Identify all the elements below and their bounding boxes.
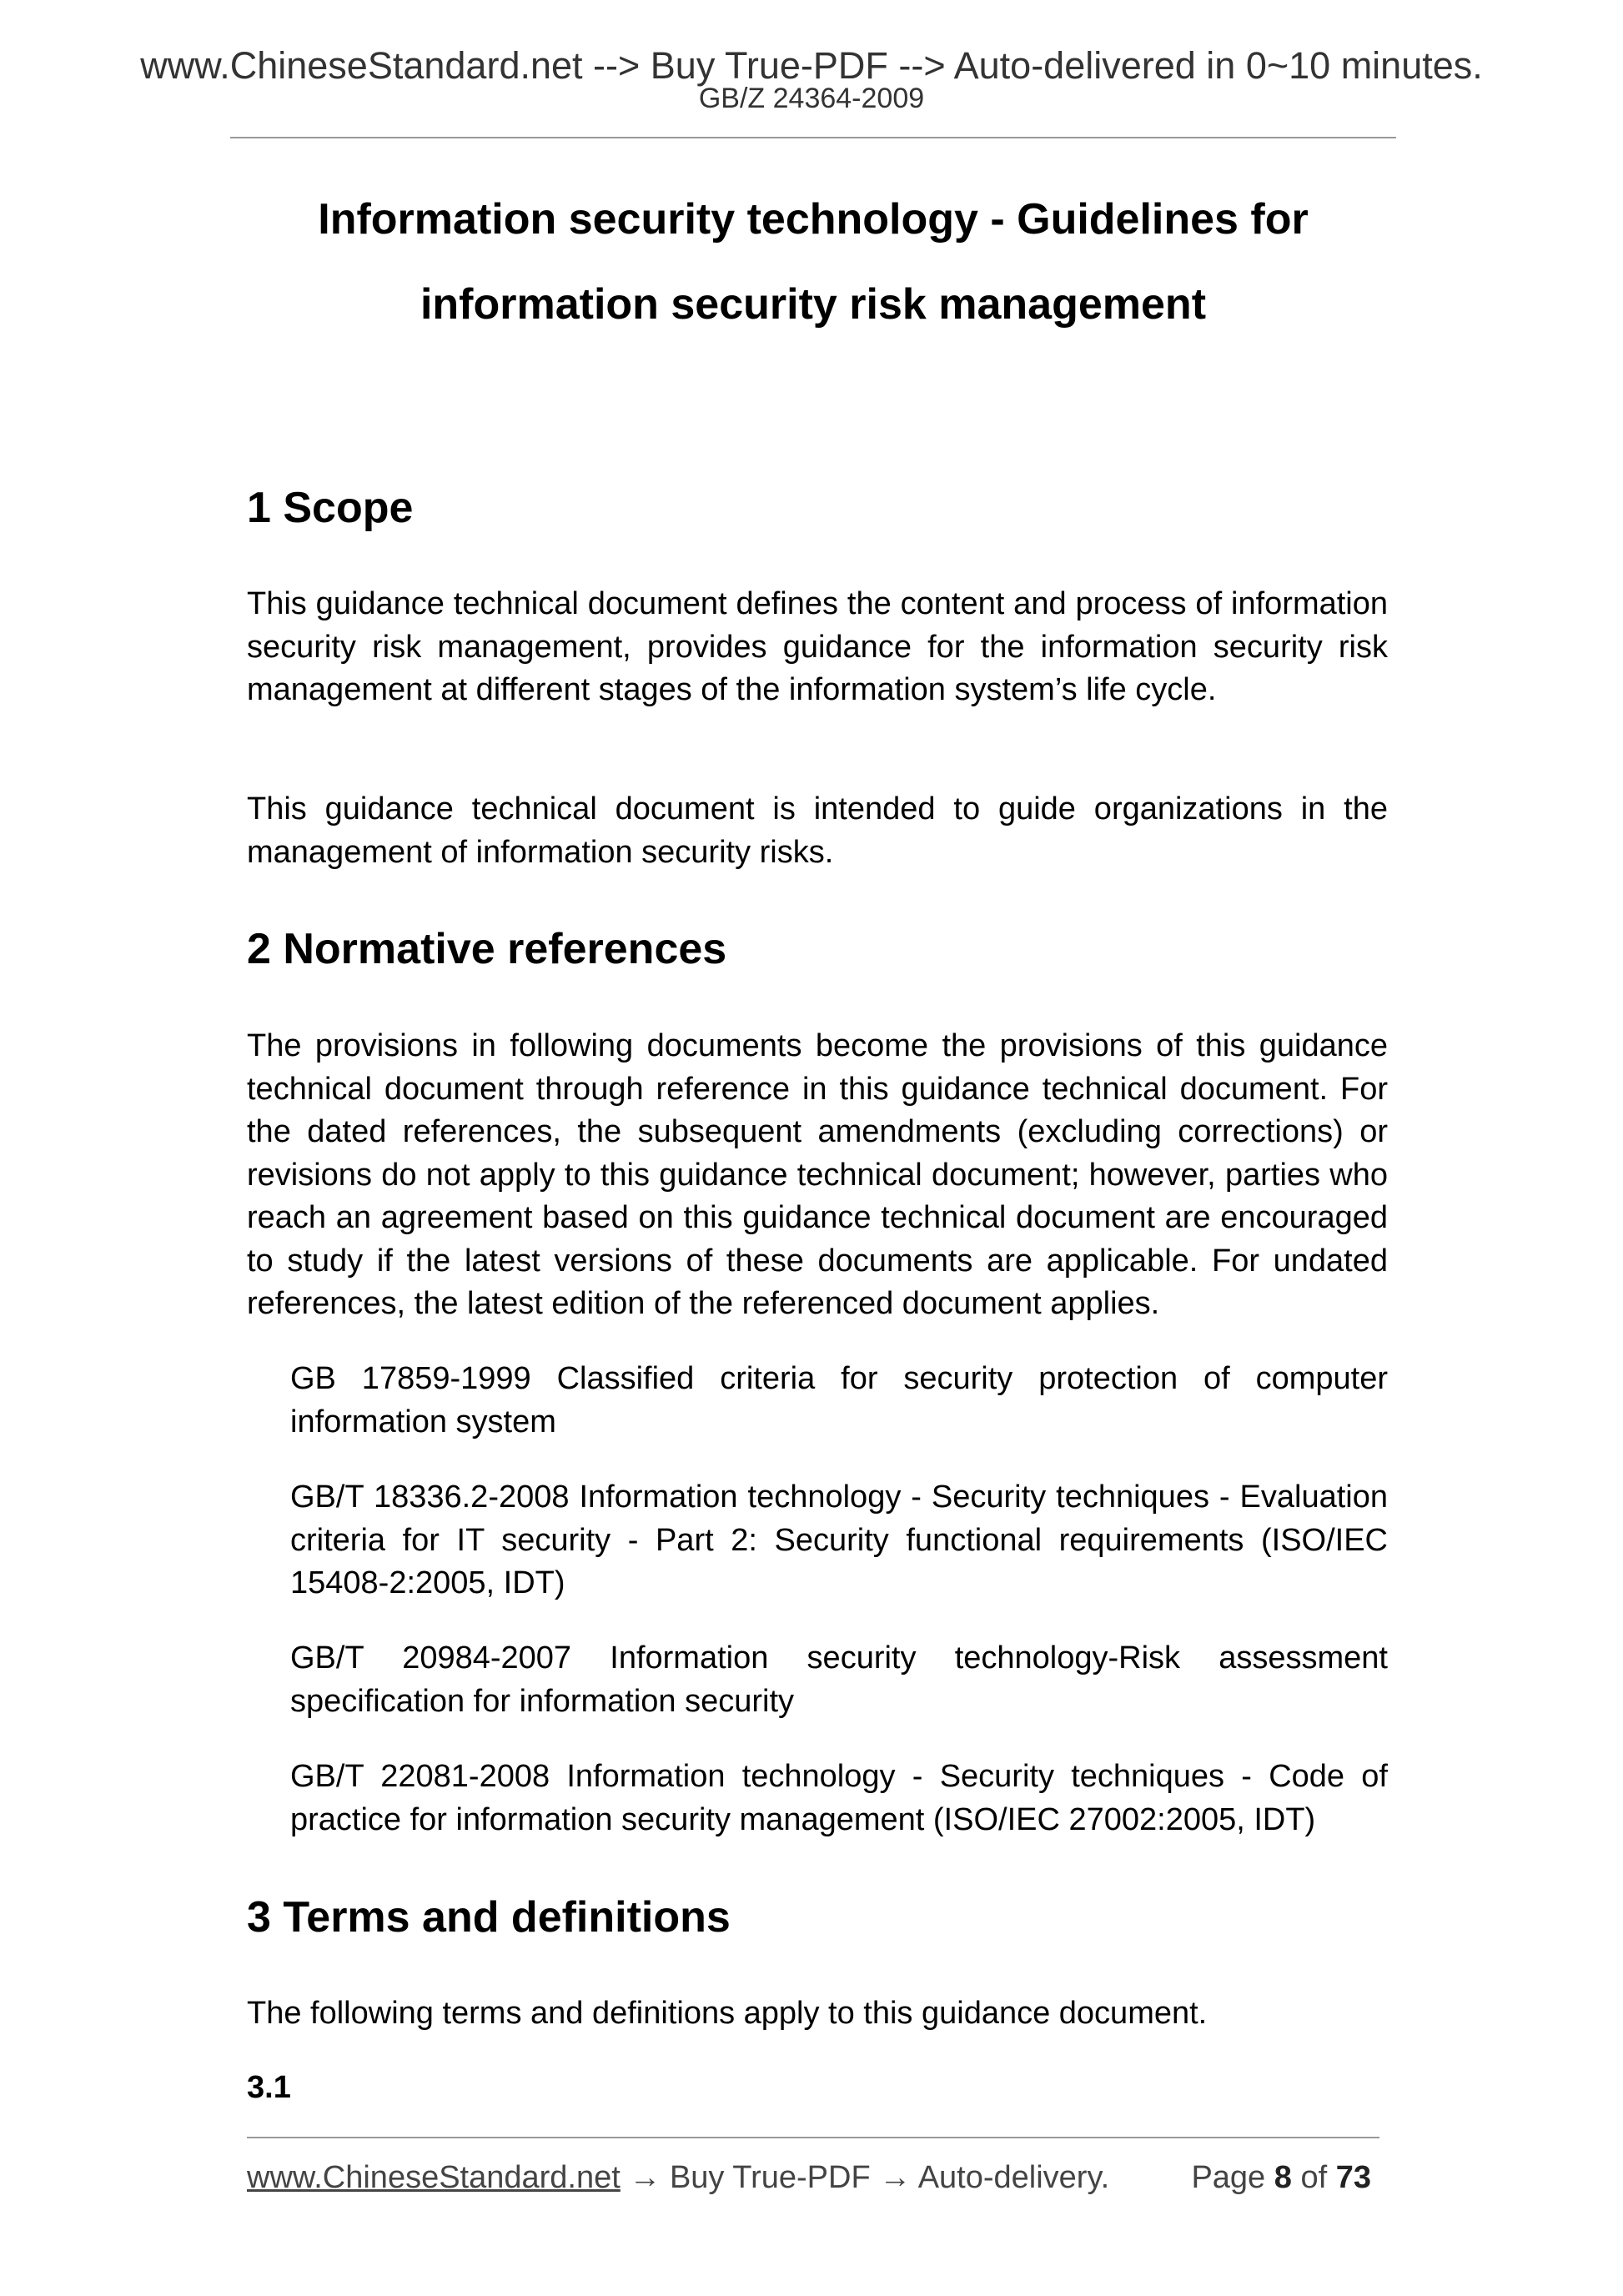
page-total: 73 [1335, 2160, 1371, 2195]
section-heading-scope: 1 Scope [247, 484, 414, 532]
header-divider [230, 137, 1396, 138]
section-heading-normative-references: 2 Normative references [247, 925, 727, 973]
section-heading-terms: 3 Terms and definitions [247, 1893, 731, 1942]
clause-number: 3.1 [247, 2070, 291, 2105]
of-label: of [1300, 2160, 1328, 2195]
normative-paragraph: The provisions in following documents become the provisions of this guidance technical document through reference in this guidance technical document. For the dated references, the subsequent amendments (excluding corrections) or revisions do not apply to this guidance technical document; however, parties who reach an agreement based on this guidance technical document are encouraged to study if the latest versions of these documents are applicable. For undated references, the latest edition of the referenced document applies. [247, 1028, 1388, 1321]
scope-paragraph-2: This guidance technical document is intended to guide organizations in the management of information security risks. [247, 791, 1388, 870]
reference-item: GB/T 20984-2007 Information security technology-Risk assessment specification for information security [290, 1640, 1388, 1719]
document-title-line-1: Information security technology - Guidelines for [318, 195, 1309, 244]
reference-item: GB/T 18336.2-2008 Information technology - Security techniques - Evaluation criteria for IT security - Part 2: Security functional requirements (ISO/IEC 15408-2:2005, IDT) [290, 1480, 1388, 1600]
scope-paragraph-1: This guidance technical document defines the content and process of information security risk management, provides guidance for the information security risk management at different stages of the information system’s life cycle. [247, 586, 1388, 707]
reference-item: GB 17859-1999 Classified criteria for security protection of computer information system [290, 1361, 1388, 1439]
terms-paragraph: The following terms and definitions apply to this guidance document. [247, 1996, 1208, 2031]
page-footer [247, 2157, 1379, 2198]
footer-divider [247, 2137, 1379, 2138]
reference-item: GB/T 22081-2008 Information technology - Security techniques - Code of practice for information security management (ISO/IEC 27002:2005, IDT) [290, 1759, 1388, 1837]
footer-site-link[interactable]: www.ChineseStandard.net [247, 2160, 621, 2195]
document-title-line-2: information security risk management [420, 280, 1207, 329]
header-banner: www.ChineseStandard.net --> Buy True-PDF --> Auto-delivered in 0~10 minutes. [140, 44, 1483, 87]
document-id: GB/Z 24364-2009 [698, 83, 925, 114]
footer-tagline: → Buy True-PDF → Auto-delivery. [620, 2160, 1110, 2195]
page-label: Page [1191, 2160, 1266, 2195]
page-number: 8 [1274, 2160, 1292, 2195]
page-indicator [1191, 2157, 1371, 2198]
